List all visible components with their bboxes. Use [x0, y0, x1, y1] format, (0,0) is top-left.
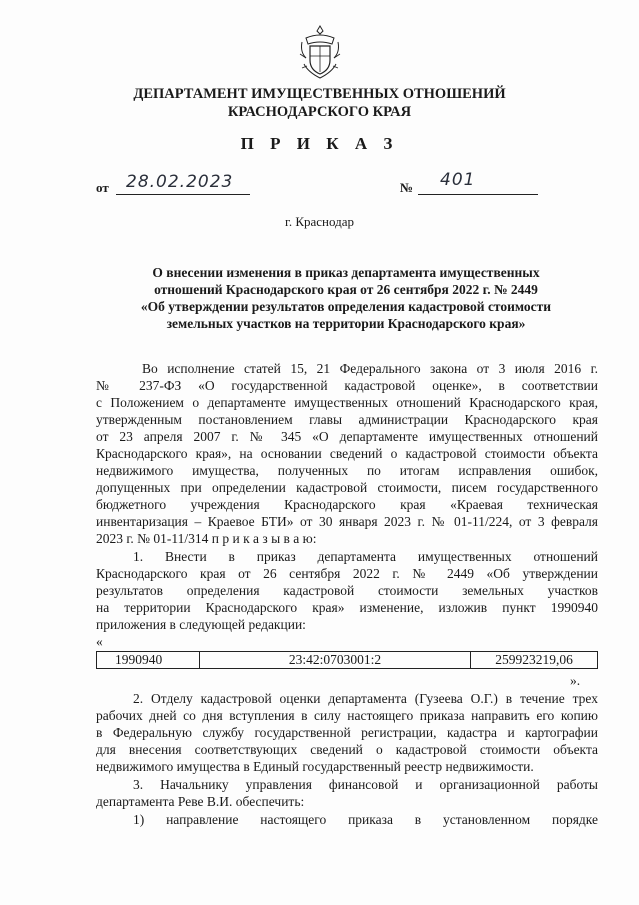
- body-line: от 23 апреля 2007 г. № 345 «О департаменте имущественных отношений: [96, 429, 598, 444]
- body-line: Краснодарского края от 26 сентября 2022 г. № 2449 «Об утверждении: [96, 566, 598, 581]
- body-line: департамента Реве В.И. обеспечить:: [96, 794, 305, 809]
- body-line: допущенных при определении кадастровой стоимости, писем государственного: [96, 480, 598, 495]
- body-line: 1) направление настоящего приказа в установленном порядке: [133, 812, 598, 827]
- department-name-line1: ДЕПАРТАМЕНТ ИМУЩЕСТВЕННЫХ ОТНОШЕНИЙ: [133, 86, 506, 102]
- cadastral-value-table: [96, 651, 598, 669]
- date-handwritten: 28.02.2023: [126, 172, 234, 192]
- body-line: Во исполнение статей 15, 21 Федерального закона от 3 июля 2016 г.: [142, 361, 598, 376]
- body-line: 2023 г. № 01-11/314 п р и к а з ы в а ю:: [96, 531, 317, 546]
- subject-line: отношений Краснодарского края от 26 сентября 2022 г. № 2449: [154, 282, 538, 297]
- body-line: 3. Начальнику управления финансовой и организационной работы: [133, 777, 598, 792]
- number-underline: [418, 194, 538, 195]
- subject-line: земельных участков на территории Краснодарского края»: [166, 316, 526, 331]
- date-underline: [116, 194, 250, 195]
- number-handwritten: 401: [440, 170, 476, 190]
- subject-line: «Об утверждении результатов определения кадастровой стоимости: [140, 299, 552, 314]
- city-line: г. Краснодар: [284, 214, 355, 229]
- body-line: недвижимого имущества в Единый государственный реестр недвижимости.: [96, 759, 534, 774]
- body-line: № 237-ФЗ «О государственной кадастровой оценке», в соответствии: [96, 378, 598, 393]
- body-line: приложения в следующей редакции:: [96, 617, 306, 632]
- number-label: №: [400, 180, 414, 195]
- body-line: утвержденным постановлением главы администрации Краснодарского края: [96, 412, 598, 427]
- body-line: результатов определения кадастровой стоимости земельных участков: [96, 583, 598, 598]
- department-name-line2: КРАСНОДАРСКОГО КРАЯ: [227, 104, 412, 120]
- document-type-title: П Р И К А З: [240, 134, 399, 153]
- table-cell-cadastral-number: 23:42:0703001:2: [200, 652, 471, 669]
- table-row: [97, 652, 598, 669]
- body-line: 2. Отделу кадастровой оценки департамента (Гузеева О.Г.) в течение трех: [133, 691, 598, 706]
- body-line: бюджетного учреждения Краснодарского края «Краевая техническая: [96, 497, 598, 512]
- quote-open: «: [96, 634, 103, 649]
- table-cell-cadastral-value: 259923219,06: [471, 652, 598, 669]
- body-line: с Положением о департаменте имущественных отношений Краснодарского края,: [96, 395, 598, 410]
- body-line: 1. Внести в приказ департамента имущественных отношений: [133, 549, 598, 564]
- body-line: рабочих дней со дня вступления в силу настоящего приказа направить его копию: [96, 708, 598, 723]
- body-line: инвентаризация – Краевое БТИ» от 30 января 2023 г. № 01-11/224, от 3 февраля: [96, 514, 598, 529]
- body-line: в Федеральную службу государственной регистрации, кадастра и картографии: [96, 725, 598, 740]
- order-subject: [96, 264, 596, 332]
- coat-of-arms-emblem: [298, 24, 342, 80]
- date-label: от: [96, 180, 109, 195]
- body-line: недвижимого имущества, полученных по итогам исправления ошибок,: [96, 463, 598, 478]
- body-line: для внесения соответствующих сведений о кадастровой стоимости объекта: [96, 742, 598, 757]
- table-cell-item-number: 1990940: [97, 652, 200, 669]
- body-line: на территории Краснодарского края» изменение, изложив пункт 1990940: [96, 600, 598, 615]
- quote-close: ».: [570, 673, 581, 688]
- subject-line: О внесении изменения в приказ департамента имущественных: [152, 265, 540, 280]
- body-line: Краснодарского края», на основании сведений о кадастровой стоимости объекта: [96, 446, 598, 461]
